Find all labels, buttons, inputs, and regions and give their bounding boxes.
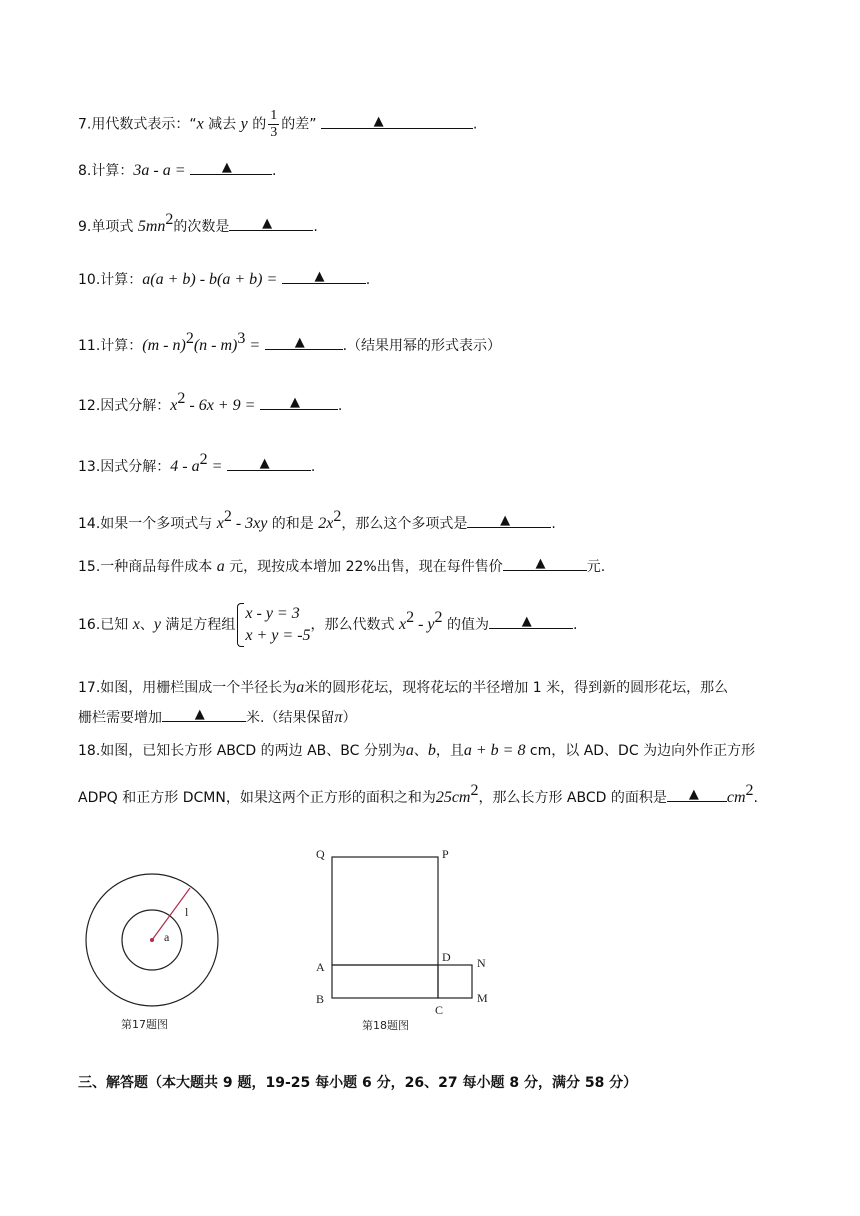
q9-suffix: 的次数是 (173, 219, 230, 235)
answer-blank[interactable] (489, 614, 573, 629)
q14-prefix: 14.如果一个多项式与 (78, 516, 217, 532)
q18-mid: ，且 (435, 743, 464, 759)
equation-2: x + y = -5 (245, 627, 311, 644)
q11-term1: (m - n) (142, 337, 186, 354)
q13-prefix: 13.因式分解： (78, 459, 171, 475)
q11-term2: (n - m) (193, 337, 238, 354)
triangle-icon: ▲ (262, 216, 273, 231)
q16-end: . (572, 617, 578, 633)
q16-term2: - y (414, 616, 435, 633)
triangle-icon: ▲ (535, 556, 546, 571)
q12-term1: x (170, 397, 178, 414)
q17-line1b: 米的圆形花坛，现将花坛的半径增加 1 米，得到新的圆形花坛，那么 (304, 680, 729, 696)
label-a: A (316, 960, 325, 974)
triangle-icon: ▲ (373, 113, 384, 129)
q16-exp1: 2 (406, 609, 415, 626)
inner-radius-label: a (164, 930, 170, 944)
question-10 (78, 269, 370, 290)
label-q: Q (316, 847, 325, 861)
q14-suffix: ，那么这个多项式是 (341, 516, 468, 532)
q7-var-y: y (240, 115, 248, 133)
q12-end: . (337, 398, 343, 414)
label-m: M (477, 991, 488, 1005)
q18-var-a: a (405, 742, 414, 759)
q16-text1: 满足方程组 (160, 617, 236, 633)
question-11 (78, 329, 501, 356)
question-17-line2 (78, 707, 356, 728)
figure-17 (80, 868, 230, 1038)
q18-line1b: cm，以 AD、DC 为边向外作正方形 (525, 743, 756, 759)
q11-end: .（结果用幂的形式表示） (342, 338, 502, 354)
q11-prefix: 11.计算： (78, 338, 143, 354)
equation-1: x - y = 3 (245, 605, 300, 622)
q18-unit-exp: 2 (745, 782, 754, 799)
figure-18-caption: 第18题图 (362, 1019, 409, 1032)
square-dcmn (438, 965, 472, 998)
question-14 (78, 507, 556, 534)
q16-term1: x (398, 616, 407, 633)
answer-blank[interactable] (282, 269, 366, 284)
q12-exp1: 2 (177, 390, 186, 407)
q7-prefix: 7.用代数式表示：“ (78, 116, 197, 133)
q16-sep: 、 (139, 617, 154, 633)
q18-unit: cm (726, 789, 746, 806)
q14-end: . (551, 516, 556, 532)
q7-text3: 的差” (281, 116, 317, 133)
q7-end: . (472, 116, 478, 133)
q17-pi: π (334, 709, 343, 726)
q7-frac-den: 3 (270, 125, 278, 140)
q7-text2: 的 (247, 116, 267, 133)
question-12 (78, 389, 342, 416)
q18-line2a: ADPQ 和正方形 DCMN，如果这两个正方形的面积之和为 (78, 790, 436, 806)
q12-term2: - 6x + 9 = (185, 397, 256, 414)
q17-var-a: a (296, 679, 305, 696)
square-adpq (332, 857, 438, 965)
q10-expression: a(a + b) - b(a + b) = (142, 271, 278, 288)
question-8 (78, 160, 276, 181)
label-p: P (442, 847, 449, 861)
q18-line1a: 18.如图，已知长方形 ABCD 的两边 AB、BC 分别为 (78, 743, 406, 759)
q7-fraction (268, 108, 279, 141)
question-18-line2 (78, 781, 758, 808)
q9-end: . (313, 219, 318, 235)
equation-system (237, 603, 310, 647)
question-16 (78, 603, 577, 647)
q8-end: . (271, 163, 277, 179)
q18-end: . (753, 790, 758, 806)
q12-prefix: 12.因式分解： (78, 398, 171, 414)
answer-blank[interactable] (667, 787, 727, 802)
question-7 (78, 108, 477, 141)
q15-text: 元，现按成本增加 22%出售，现在每件售价 (224, 559, 503, 575)
q9-expression: 5mn (137, 218, 166, 235)
q18-var-b: b (427, 742, 436, 759)
q16-var-y: y (153, 616, 161, 633)
triangle-icon: ▲ (259, 456, 270, 471)
q16-exp2: 2 (434, 609, 443, 626)
question-15 (78, 556, 605, 577)
q11-exp2: 3 (237, 330, 246, 347)
triangle-icon: ▲ (289, 395, 300, 410)
q8-expression: 3a - a = (133, 162, 186, 179)
answer-blank[interactable] (229, 216, 313, 231)
label-n: N (477, 956, 486, 970)
triangle-icon: ▲ (500, 513, 511, 528)
q7-var-x: x (196, 115, 204, 133)
rect-abcd (332, 965, 438, 998)
q16-text2: ，那么代数式 (310, 617, 399, 633)
q16-var-x: x (132, 616, 140, 633)
q15-end: 元. (586, 559, 606, 575)
q15-var-a: a (216, 558, 225, 575)
q14-exp3: 2 (333, 508, 342, 525)
q8-prefix: 8.计算： (78, 163, 134, 179)
q17-line1a: 17.如图，用栅栏围成一个半径长为 (78, 680, 297, 696)
question-17 (78, 678, 728, 698)
triangle-icon: ▲ (688, 787, 699, 802)
q7-frac-num: 1 (270, 108, 278, 123)
q16-text3: 的值为 (442, 617, 489, 633)
q13-end: . (310, 459, 316, 475)
center-point (150, 938, 154, 942)
label-d: D (442, 950, 451, 964)
triangle-icon: ▲ (521, 614, 532, 629)
label-c: C (435, 1003, 444, 1017)
q18-sep: 、 (413, 743, 428, 759)
answer-blank[interactable] (265, 335, 343, 350)
q14-term3: 2x (318, 515, 334, 532)
q18-exp: 2 (470, 782, 479, 799)
answer-blank[interactable] (190, 160, 272, 175)
q14-term1: x (216, 515, 224, 532)
label-b: B (316, 992, 325, 1006)
q18-area: 25cm (435, 789, 471, 806)
answer-blank[interactable] (467, 513, 551, 528)
q13-equals: = (207, 458, 223, 475)
q15-prefix: 15.一种商品每件成本 (78, 559, 217, 575)
question-9 (78, 210, 318, 237)
q16-prefix: 16.已知 (78, 617, 133, 633)
outer-radius-label: l (185, 905, 189, 919)
answer-blank[interactable] (227, 456, 311, 471)
q18-equation: a + b = 8 (463, 742, 526, 759)
q7-text1: 减去 (203, 116, 241, 133)
figure-17-caption: 第17题图 (121, 1018, 168, 1031)
q10-prefix: 10.计算： (78, 272, 143, 288)
q10-end: . (365, 272, 371, 288)
figure-18 (300, 840, 520, 1040)
question-13 (78, 450, 315, 477)
q11-equals: = (245, 337, 261, 354)
answer-blank[interactable] (260, 395, 338, 410)
q14-term2: - 3xy (231, 515, 268, 532)
q13-term1: 4 - a (170, 458, 200, 475)
answer-blank[interactable] (162, 707, 246, 722)
q13-exp1: 2 (199, 451, 208, 468)
q17-line2b: 米.（结果保留 (246, 710, 335, 726)
brace (237, 603, 244, 647)
answer-blank[interactable] (321, 114, 473, 129)
q9-exponent: 2 (165, 211, 174, 228)
q18-line2b: ，那么长方形 ABCD 的面积是 (478, 790, 667, 806)
section-heading: 三、解答题（本大题共 9 题，19-25 每小题 6 分，26、27 每小题 8 分，满分 58 分） (78, 1075, 638, 1091)
triangle-icon: ▲ (194, 707, 205, 722)
q14-mid: 的和是 (267, 516, 319, 532)
q9-prefix: 9.单项式 (78, 219, 138, 235)
q11-exp1: 2 (185, 330, 194, 347)
q14-exp1: 2 (223, 508, 232, 525)
question-18 (78, 741, 755, 761)
q17-line2a: 栅栏需要增加 (78, 710, 162, 726)
triangle-icon: ▲ (314, 269, 325, 284)
answer-blank[interactable] (503, 556, 587, 571)
triangle-icon: ▲ (294, 335, 305, 350)
triangle-icon: ▲ (221, 160, 232, 175)
q17-line2c: ） (342, 710, 357, 726)
